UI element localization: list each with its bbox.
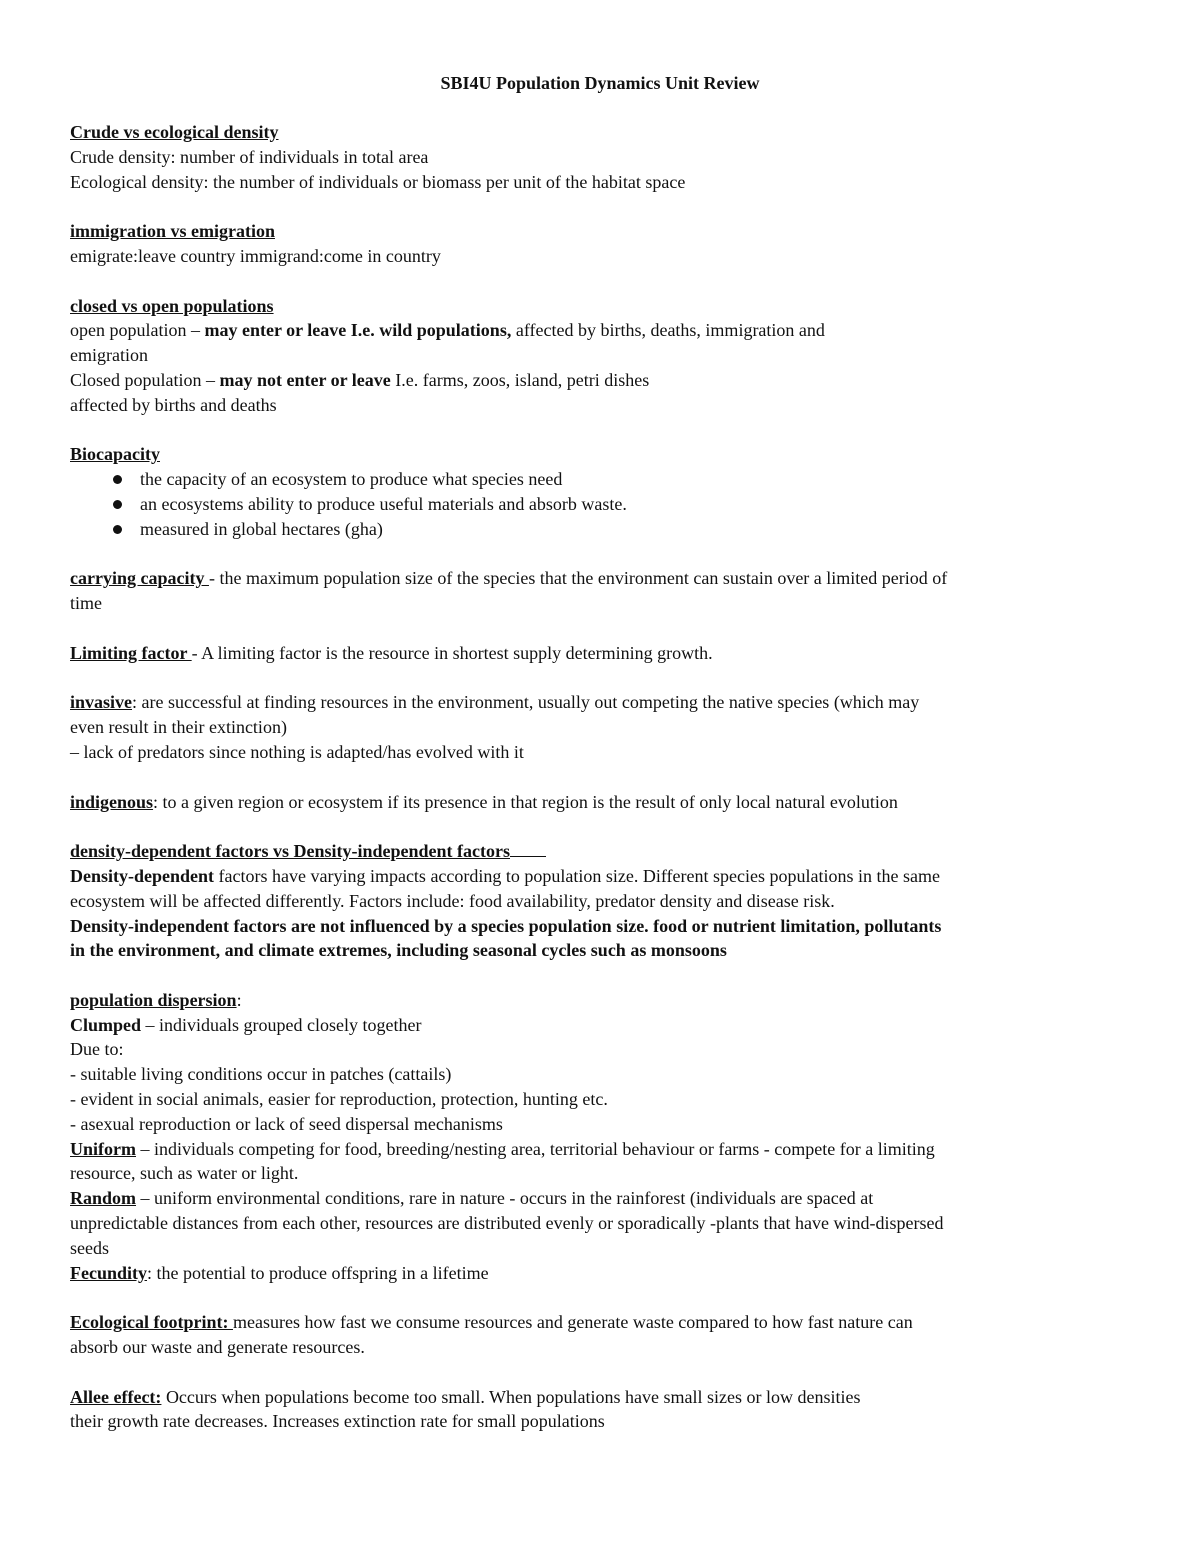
section-closed-open (70, 294, 1130, 418)
due-to-item-3: - asexual reproduction or lack of seed dispersal mechanisms (70, 1113, 503, 1134)
bullet-icon (113, 475, 122, 484)
carrying-capacity-text: - the maximum population size of the species that the environment can sustain over a limited period of (208, 568, 948, 589)
density-dependent-cont: ecosystem will be affected differently. Factors include: food availability, predator density and disease risk. (70, 890, 835, 911)
uniform-line (70, 1137, 1130, 1162)
section-dispersion (70, 988, 1130, 1286)
term-uniform: Uniform (70, 1138, 136, 1159)
term-indigenous: indigenous (70, 791, 154, 812)
section-crude-density (70, 120, 1130, 194)
random-cont: unpredictable distances from each other, resources are distributed evenly or sporadically -plants that have wind-dispersed (70, 1213, 944, 1234)
footprint-text: measures how fast we consume resources and generate waste compared to how fast nature can (232, 1312, 913, 1333)
section-migration (70, 219, 1130, 269)
section-carrying-capacity (70, 566, 1130, 616)
closed-population-rest: I.e. farms, zoos, island, petri dishes (390, 369, 650, 390)
heading-density-factors: density-dependent factors vs Density-independent factors (70, 841, 510, 862)
heading-underline (510, 842, 546, 857)
section-invasive (70, 690, 1130, 764)
open-population-rest: affected by births, deaths, immigration and (511, 320, 825, 341)
heading-biocapacity: Biocapacity (70, 444, 160, 465)
invasive-line (70, 690, 1130, 715)
list-item-text: an ecosystems ability to produce useful materials and absorb waste. (140, 493, 627, 514)
heading-dispersion-line (70, 988, 1130, 1013)
list-item-text: measured in global hectares (gha) (140, 518, 383, 539)
footprint-cont: absorb our waste and generate resources. (70, 1337, 365, 1358)
uniform-text: – individuals competing for food, breeding/nesting area, territorial behaviour or farms - compete for a limiting (136, 1138, 935, 1159)
open-population-line (70, 318, 1130, 343)
term-allee-effect: Allee effect: (70, 1386, 162, 1407)
carrying-capacity-cont: time (70, 593, 102, 614)
section-density-factors (70, 839, 1130, 963)
list-item (113, 467, 1130, 492)
allee-line (70, 1385, 1130, 1410)
due-to-label: Due to: (70, 1039, 124, 1060)
density-independent-cont: in the environment, and climate extremes, including seasonal cycles such as monsoons (70, 940, 727, 961)
closed-population-cont: affected by births and deaths (70, 394, 277, 415)
indigenous-line (70, 790, 1130, 815)
heading-closed-open: closed vs open populations (70, 295, 274, 316)
density-independent-line: Density-independent factors are not influenced by a species population size. food or nutrient limitation, pollutants (70, 915, 942, 936)
density-dependent-text: factors have varying impacts according to population size. Different species populations in the same (214, 865, 940, 886)
term-invasive: invasive (70, 692, 133, 713)
heading-dispersion-colon: : (236, 989, 242, 1010)
allee-text: Occurs when populations become too small. When populations have small sizes or low densities (161, 1386, 861, 1407)
section-ecological-footprint (70, 1310, 1130, 1360)
closed-population-label: Closed population – (70, 369, 220, 390)
invasive-text: : are successful at finding resources in the environment, usually out competing the native species (which may (132, 692, 920, 713)
open-population-label: open population – (70, 320, 205, 341)
allee-cont: their growth rate decreases. Increases extinction rate for small populations (70, 1411, 605, 1432)
random-cont-2: seeds (70, 1237, 109, 1258)
biocapacity-list (70, 467, 1130, 541)
term-clumped: Clumped (70, 1014, 142, 1035)
invasive-predators: – lack of predators since nothing is adapted/has evolved with it (70, 741, 524, 762)
heading-density-factors-line (70, 839, 1130, 864)
limiting-factor-text: - A limiting factor is the resource in shortest supply determining growth. (191, 642, 713, 663)
term-limiting-factor: Limiting factor (70, 642, 192, 663)
term-ecological-footprint: Ecological footprint: (70, 1312, 233, 1333)
section-biocapacity (70, 442, 1130, 541)
heading-dispersion: population dispersion (70, 989, 237, 1010)
page-title: SBI4U Population Dynamics Unit Review (440, 73, 760, 93)
section-limiting-factor (70, 641, 1130, 666)
closed-population-line (70, 368, 1130, 393)
term-carrying-capacity: carrying capacity (70, 568, 209, 589)
bullet-icon (113, 525, 122, 534)
fecundity-line (70, 1261, 1130, 1286)
random-text: – uniform environmental conditions, rare in nature - occurs in the rainforest (individuals are spaced at (136, 1188, 874, 1209)
indigenous-text: : to a given region or ecosystem if its presence in that region is the result of only local natural evolution (153, 791, 898, 812)
uniform-cont: resource, such as water or light. (70, 1163, 299, 1184)
list-item (113, 517, 1130, 542)
closed-population-bold: may not enter or leave (219, 369, 391, 390)
list-item (113, 492, 1130, 517)
fecundity-text: : the potential to produce offspring in a lifetime (147, 1262, 489, 1283)
limiting-factor-line (70, 641, 1130, 666)
open-population-cont: emigration (70, 345, 148, 366)
section-allee-effect (70, 1385, 1130, 1435)
random-line (70, 1186, 1130, 1211)
heading-migration: immigration vs emigration (70, 221, 275, 242)
invasive-cont: even result in their extinction) (70, 717, 287, 738)
crude-density-definition: Crude density: number of individuals in total area (70, 146, 429, 167)
clumped-text: – individuals grouped closely together (141, 1014, 422, 1035)
due-to-item-2: - evident in social animals, easier for reproduction, protection, hunting etc. (70, 1089, 608, 1110)
clumped-line (70, 1013, 1130, 1038)
migration-definition: emigrate:leave country immigrand:come in country (70, 245, 441, 266)
list-item-text: the capacity of an ecosystem to produce what species need (140, 469, 563, 490)
heading-crude-density: Crude vs ecological density (70, 122, 279, 142)
carrying-capacity-line (70, 566, 1130, 591)
due-to-item-1: - suitable living conditions occur in patches (cattails) (70, 1064, 452, 1085)
term-random: Random (70, 1188, 137, 1209)
open-population-bold: may enter or leave I.e. wild populations, (204, 320, 512, 341)
bullet-icon (113, 500, 122, 509)
density-dependent-line (70, 864, 1130, 889)
term-fecundity: Fecundity (70, 1262, 148, 1283)
section-indigenous (70, 790, 1130, 815)
term-density-dependent: Density-dependent (70, 865, 215, 886)
footprint-line (70, 1310, 1130, 1335)
ecological-density-definition: Ecological density: the number of individuals or biomass per unit of the habitat space (70, 171, 686, 192)
